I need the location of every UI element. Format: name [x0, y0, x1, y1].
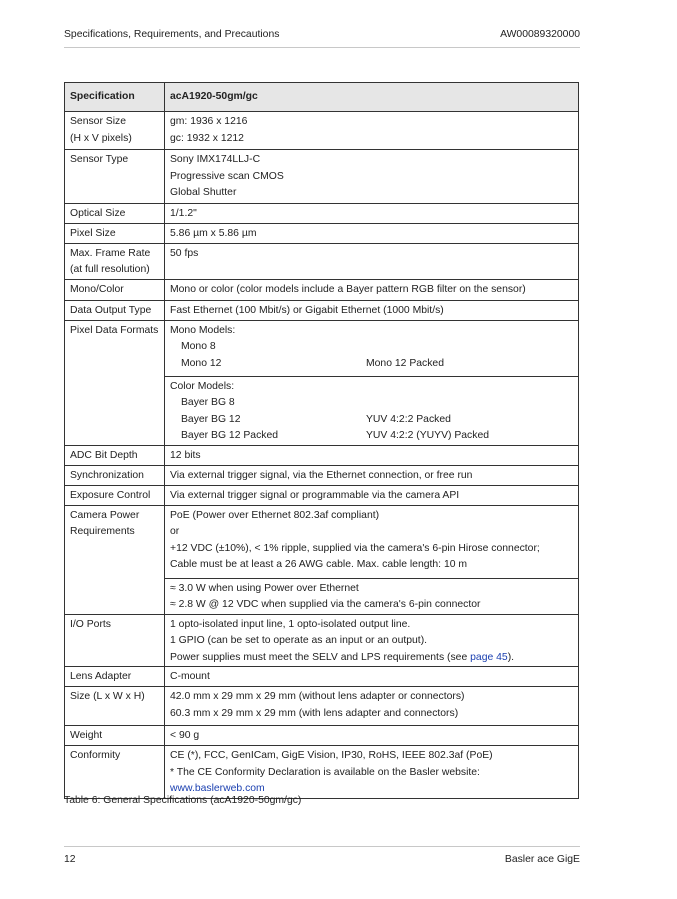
value-line: 1 GPIO (can be set to operate as an input or an output). — [170, 635, 428, 646]
format-name: Mono 12 — [181, 357, 222, 369]
row-label-line: Max. Frame Rate — [70, 247, 151, 259]
value-section — [165, 152, 578, 202]
row-label-line: Optical Size — [70, 208, 126, 219]
table-row — [65, 485, 579, 505]
row-label — [65, 726, 165, 746]
value-line: 12 bits — [170, 449, 201, 461]
value-line: ≈ 2.8 W @ 12 VDC when supplied via the camera's 6-pin connector — [170, 599, 481, 610]
value-line: 60.3 mm x 29 mm x 29 mm (with lens adapter and connectors) — [170, 707, 459, 719]
value-section — [165, 376, 578, 445]
format-line — [170, 395, 573, 412]
format-line — [170, 412, 573, 429]
value-section — [165, 488, 578, 505]
row-label-line: Conformity — [70, 750, 121, 761]
row-value — [165, 300, 579, 320]
row-label — [65, 687, 165, 726]
value-section — [165, 748, 578, 798]
format-name: Mono 8 — [181, 341, 216, 352]
row-label-line: I/O Ports — [70, 618, 111, 630]
value-line — [170, 650, 573, 667]
value-line: PoE (Power over Ethernet 802.3af compliant) — [170, 509, 380, 521]
row-value — [165, 505, 579, 614]
value-section — [165, 206, 578, 223]
row-label-line: Lens Adapter — [70, 671, 132, 682]
table-row — [65, 614, 579, 667]
format-line — [170, 356, 573, 373]
table-row — [65, 112, 579, 150]
table-row — [65, 223, 579, 243]
row-label-line: Mono/Color — [70, 283, 124, 295]
table-row — [65, 445, 579, 465]
value-section — [165, 728, 578, 745]
column-header-model: acA1920-50gm/gc — [165, 83, 579, 112]
format-name: YUV 4:2:2 Packed — [366, 413, 451, 425]
value-section — [165, 617, 578, 667]
table-row — [65, 300, 579, 320]
value-line: gm: 1936 x 1216 — [170, 116, 248, 127]
value-text: ). — [507, 651, 515, 663]
row-label-line: Data Output Type — [70, 304, 152, 316]
value-line: Sony IMX174LLJ-C — [170, 154, 261, 165]
value-line: Progressive scan CMOS — [170, 170, 284, 182]
value-line: Fast Ethernet (100 Mbit/s) or Gigabit Ethernet (1000 Mbit/s) — [170, 304, 444, 316]
row-value — [165, 150, 579, 204]
row-label — [65, 112, 165, 150]
value-section — [165, 226, 578, 243]
format-name: YUV 4:2:2 (YUYV) Packed — [366, 430, 490, 441]
format-name: Bayer BG 12 Packed — [181, 430, 279, 441]
table-row — [65, 320, 579, 445]
table-row — [65, 726, 579, 746]
header-rule — [64, 47, 580, 48]
row-label-line: Sensor Size — [70, 116, 127, 127]
row-value — [165, 614, 579, 667]
value-line: C-mount — [170, 671, 210, 682]
row-label-line: (H x V pixels) — [70, 132, 132, 144]
row-value — [165, 204, 579, 224]
table-caption: Table 6: General Specifications (acA1920-50gm/gc) — [64, 795, 302, 806]
row-label-line: Synchronization — [70, 469, 144, 481]
value-section — [165, 468, 578, 485]
value-line: +12 VDC (±10%), < 1% ripple, supplied via the camera's 6-pin Hirose connector; — [170, 542, 540, 554]
row-label — [65, 465, 165, 485]
row-label — [65, 614, 165, 667]
value-line: Color Models: — [170, 380, 235, 392]
table-row — [65, 150, 579, 204]
table-row — [65, 279, 579, 300]
format-name: Bayer BG 8 — [181, 397, 235, 408]
row-label-line: Sensor Type — [70, 154, 129, 165]
row-value — [165, 465, 579, 485]
row-label — [65, 300, 165, 320]
value-line: < 90 g — [170, 730, 200, 741]
footer-rule — [64, 846, 580, 847]
row-label — [65, 320, 165, 445]
format-name: Bayer BG 12 — [181, 413, 241, 425]
value-line: Mono or color (color models include a Bayer pattern RGB filter on the sensor) — [170, 283, 526, 295]
value-line: gc: 1932 x 1212 — [170, 132, 244, 144]
row-value — [165, 726, 579, 746]
link[interactable]: page 45 — [470, 651, 508, 663]
row-label — [65, 485, 165, 505]
row-value — [165, 279, 579, 300]
value-text: Power supplies must meet the SELV and LPS requirements (see — [170, 651, 471, 663]
value-line: * The CE Conformity Declaration is available on the Basler website: — [170, 766, 480, 778]
row-label-line: ADC Bit Depth — [70, 449, 138, 461]
row-label — [65, 445, 165, 465]
row-value — [165, 667, 579, 687]
row-label-line: Camera Power — [70, 509, 140, 521]
table-header-row — [65, 83, 579, 112]
row-value — [165, 112, 579, 150]
table-row — [65, 243, 579, 279]
value-line: 50 fps — [170, 247, 199, 259]
value-line: CE (*), FCC, GenICam, GigE Vision, IP30, RoHS, IEEE 802.3af (PoE) — [170, 750, 493, 761]
format-line — [170, 339, 573, 356]
row-label — [65, 746, 165, 799]
value-section — [165, 578, 578, 614]
value-line: Cable must be at least a 26 AWG cable. Max. cable length: 10 m — [170, 559, 468, 570]
value-line: ≈ 3.0 W when using Power over Ethernet — [170, 582, 359, 594]
row-value — [165, 223, 579, 243]
row-label-line: Pixel Size — [70, 227, 116, 239]
running-header-title: Specifications, Requirements, and Precautions — [64, 29, 280, 40]
row-label-line: Exposure Control — [70, 489, 151, 501]
table-row — [65, 505, 579, 614]
row-label — [65, 223, 165, 243]
row-label — [65, 243, 165, 279]
value-section — [165, 282, 578, 299]
row-label — [65, 204, 165, 224]
row-value — [165, 320, 579, 445]
row-value — [165, 485, 579, 505]
footer-product: Basler ace GigE — [504, 854, 580, 865]
row-label-line: (at full resolution) — [70, 264, 150, 275]
row-label — [65, 505, 165, 614]
value-section — [165, 448, 578, 465]
table-row — [65, 667, 579, 687]
table-row — [65, 746, 579, 799]
value-section — [165, 508, 578, 578]
row-label-line: Pixel Data Formats — [70, 324, 159, 336]
table-row — [65, 687, 579, 726]
row-label-line: Weight — [70, 730, 103, 741]
row-value — [165, 243, 579, 279]
value-line: Via external trigger signal, via the Ethernet connection, or free run — [170, 469, 473, 481]
value-line: Global Shutter — [170, 187, 237, 198]
value-line: Mono Models: — [170, 324, 236, 336]
row-label — [65, 667, 165, 687]
link[interactable]: www.baslerweb.com — [170, 783, 265, 794]
specifications-table — [64, 82, 579, 799]
value-section — [165, 114, 578, 147]
value-section — [165, 246, 578, 263]
value-line: 1/1.2" — [170, 208, 197, 219]
running-header-doc-number: AW00089320000 — [500, 29, 580, 40]
value-line: 42.0 mm x 29 mm x 29 mm (without lens adapter or connectors) — [170, 691, 465, 702]
row-value — [165, 687, 579, 726]
value-section — [165, 689, 578, 722]
value-line: 5.86 µm x 5.86 µm — [170, 227, 257, 239]
page-number: 12 — [64, 854, 76, 865]
table-row — [65, 204, 579, 224]
column-header-specification: Specification — [65, 83, 165, 112]
value-section — [165, 669, 578, 686]
row-label-line: Requirements — [70, 526, 135, 537]
row-label-line: Size (L x W x H) — [70, 691, 145, 702]
value-line: or — [170, 526, 180, 537]
format-line — [170, 428, 573, 445]
value-section — [165, 323, 578, 376]
value-section — [165, 303, 578, 320]
format-name: Mono 12 Packed — [366, 357, 444, 369]
row-value — [165, 746, 579, 799]
table-row — [65, 465, 579, 485]
row-label — [65, 279, 165, 300]
value-line: Via external trigger signal or programmable via the camera API — [170, 489, 460, 501]
row-value — [165, 445, 579, 465]
value-line: 1 opto-isolated input line, 1 opto-isolated output line. — [170, 618, 411, 630]
row-label — [65, 150, 165, 204]
